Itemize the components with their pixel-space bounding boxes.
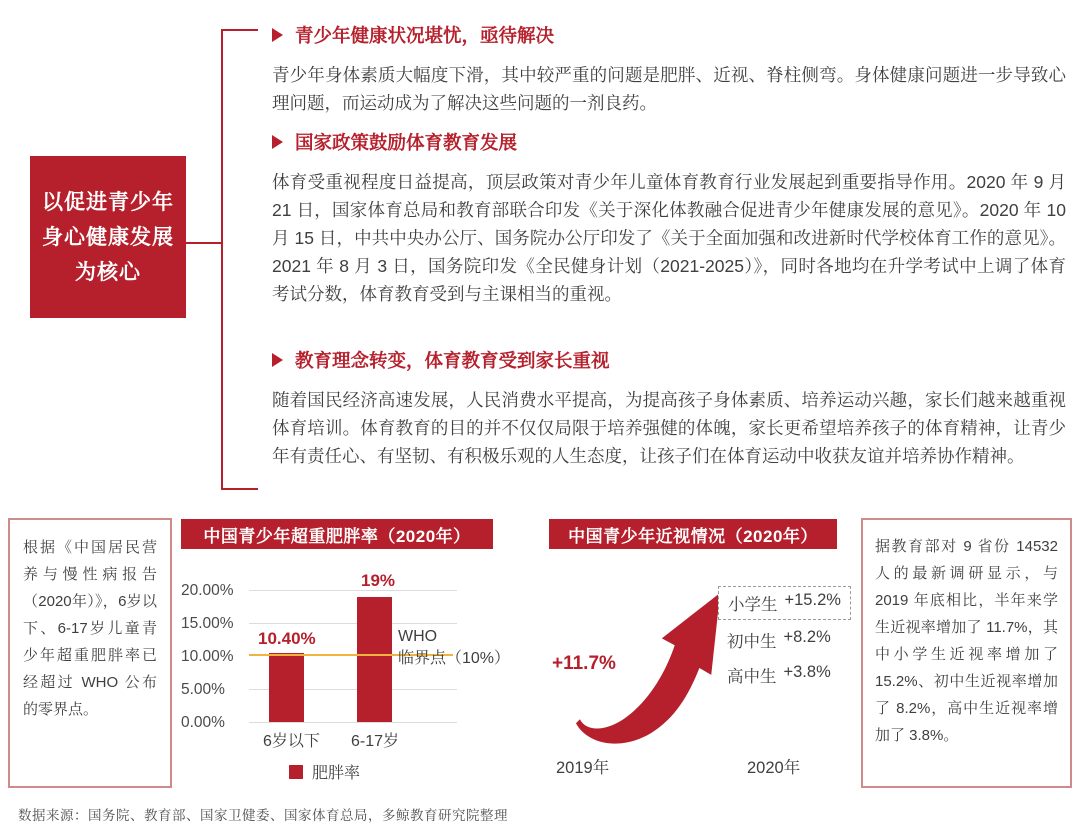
- triangle-bullet-icon: [272, 28, 283, 42]
- annotation-middle-students: [727, 628, 831, 652]
- gridline: [249, 590, 457, 591]
- annotation-value: +3.8%: [783, 663, 831, 681]
- data-source-note: 数据来源：国务院、教育部、国家卫健委、国家体育总局，多鲸教育研究院整理: [18, 808, 508, 823]
- bar-under-6: [269, 653, 304, 722]
- y-tick-label: 0.00%: [181, 714, 225, 731]
- myopia-chart-title: 中国青少年近视情况（2020年）: [549, 519, 837, 549]
- section-body: 体育受重视程度日益提高，顶层政策对青少年儿童体育教育行业发展起到重要指导作用。2020 年 9 月 21 日，国家体育总局和教育部联合印发《关于深化体教融合促进青少年健康发展的意见》。2020 年 10 月 15 日，中共中央办公厅、国务院办公厅印发了《关于全面加强和改进新时代学校体育工作的意见》。 2021 年 8 月 3 日，国务院印发《全民健身计划（2021-2025）》，同时各地均在升学考试中上调了体育考试分数，体育教育受到与主课相当的重视。: [272, 172, 1066, 304]
- myopia-note-box: 据教育部对 9 省份 14532 人的最新调研显示，与 2019 年底相比，半年来学生近视率增加了 11.7%，其中小学生近视率增加了 15.2%、初中生近视率增加了 8.2%，高中生近视率增加了 3.8%。: [861, 518, 1072, 788]
- year-label-2019: 2019年: [556, 759, 610, 777]
- section-title: 教育理念转变，体育教育受到家长重视: [295, 350, 610, 371]
- y-tick-label: 10.00%: [181, 648, 234, 665]
- section-parent-attitude: [272, 347, 1066, 470]
- annotation-primary-students: [718, 586, 851, 620]
- overall-change-label: +11.7%: [552, 653, 616, 674]
- gridline: [249, 722, 457, 723]
- y-tick-label: 15.00%: [181, 615, 234, 632]
- section-title-row: [272, 129, 1066, 155]
- bracket-vertical-line: [221, 29, 223, 490]
- legend-label: 肥胖率: [312, 765, 361, 782]
- section-health-status: [272, 22, 1066, 117]
- section-title: 国家政策鼓励体育教育发展: [295, 132, 518, 153]
- annotation-value: +8.2%: [783, 628, 831, 646]
- annotation-label: 小学生: [728, 596, 778, 614]
- annotation-value: +15.2%: [784, 591, 841, 609]
- bar-6-to-17: [357, 597, 392, 722]
- x-tick-label: 6-17岁: [351, 733, 400, 750]
- annotation-label: 初中生: [727, 633, 777, 651]
- obesity-chart-title: 中国青少年超重肥胖率（2020年）: [181, 519, 493, 549]
- gridline: [249, 623, 457, 624]
- core-theme-line: 为核心: [75, 260, 141, 284]
- bar-value-label: 10.40%: [258, 629, 316, 648]
- obesity-note-box: 根据《中国居民营养与慢性病报告（2020年）》，6岁以下、6-17岁儿童青少年超重肥胖率已经超过 WHO 公布的零界点。: [8, 518, 172, 788]
- core-theme-box: [30, 156, 186, 318]
- year-label-2020: 2020年: [747, 759, 801, 777]
- upward-trend-arrow-icon: [572, 575, 730, 753]
- bracket-top-arm: [221, 29, 258, 31]
- section-body: 青少年身体素质大幅度下滑，其中较严重的问题是肥胖、近视、脊柱侧弯。身体健康问题进一步导致心理问题，而运动成为了解决这些问题的一剂良药。: [272, 65, 1066, 113]
- bracket-bottom-arm: [221, 488, 258, 490]
- annotation-high-students: [727, 663, 831, 687]
- section-body: 随着国民经济高速发展，人民消费水平提高，为提高孩子身体素质、培养运动兴趣，家长们越来越重视体育培训。体育教育的目的并不仅仅局限于培养强健的体魄，家长更希望培养孩子的体育精神，让青少年有责任心、有坚韧、有积极乐观的人生态度，让孩子们在体育运动中收获友谊并培养协作精神。: [272, 390, 1066, 466]
- section-title-row: [272, 347, 1066, 373]
- bar-value-label: 19%: [361, 571, 396, 590]
- who-threshold-label-line1: WHO: [398, 628, 438, 645]
- x-tick-label: 6岁以下: [263, 733, 320, 750]
- core-theme-line: 身心健康发展: [42, 225, 174, 249]
- legend-swatch-icon: [289, 765, 303, 779]
- triangle-bullet-icon: [272, 353, 283, 367]
- who-threshold-label-line2: 临界点（10%）: [398, 650, 511, 667]
- who-threshold-label: [398, 626, 518, 670]
- section-title: 青少年健康状况堪忧，亟待解决: [295, 25, 555, 46]
- chart-legend: [289, 760, 360, 783]
- y-tick-label: 20.00%: [181, 582, 234, 599]
- section-title-row: [272, 22, 1066, 48]
- bracket-middle-connector: [186, 242, 223, 244]
- triangle-bullet-icon: [272, 135, 283, 149]
- section-national-policy: [272, 129, 1066, 308]
- y-tick-label: 5.00%: [181, 681, 225, 698]
- annotation-label: 高中生: [727, 668, 777, 686]
- core-theme-line: 以促进青少年: [42, 190, 174, 214]
